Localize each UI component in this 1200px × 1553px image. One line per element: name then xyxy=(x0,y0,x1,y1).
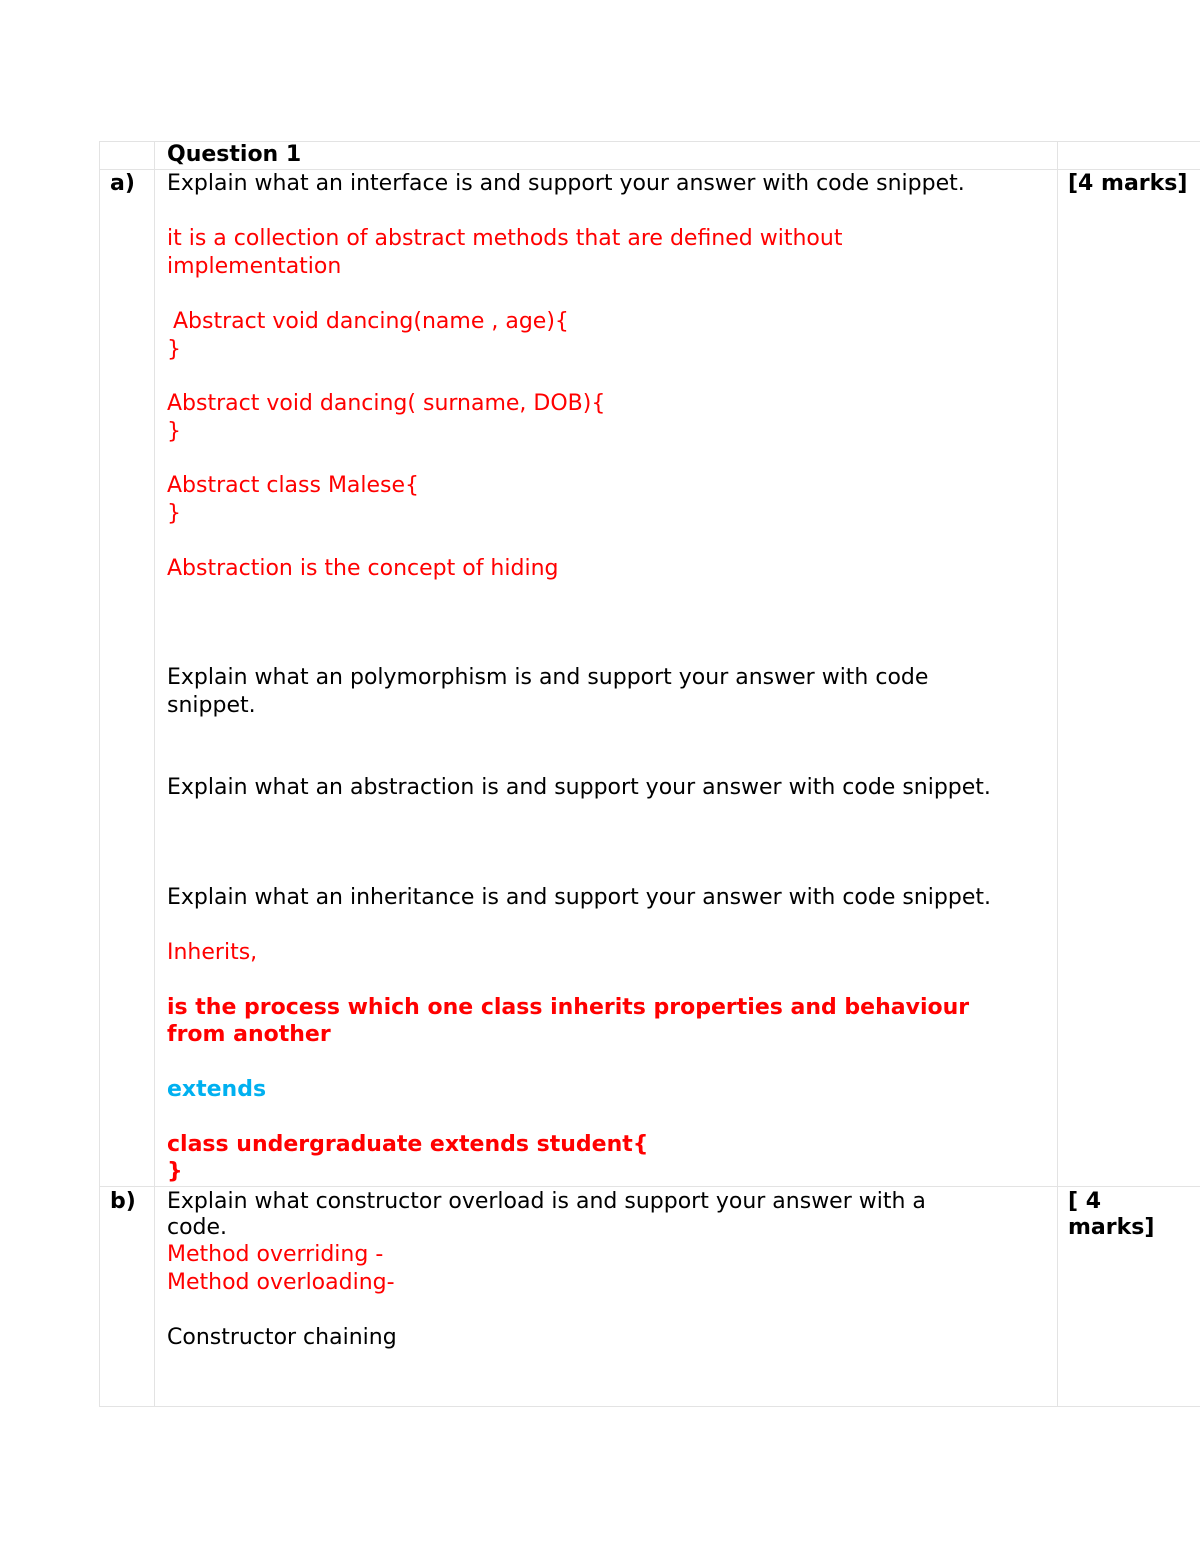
method-overloading: Method overloading- xyxy=(167,1270,395,1295)
table-column-divider-1 xyxy=(154,141,155,1407)
question-inheritance: Explain what an inheritance is and support your answer with code snippet. xyxy=(167,885,991,910)
table-column-divider-2 xyxy=(1057,141,1058,1407)
question-polymorphism-line1: Explain what an polymorphism is and support your answer with code xyxy=(167,665,929,690)
code-snippet-3-close: } xyxy=(167,501,181,526)
part-b-marks-line1: [ 4 xyxy=(1068,1189,1102,1214)
extends-keyword: extends xyxy=(167,1077,267,1102)
inherits-label: Inherits, xyxy=(167,940,258,965)
class-snippet-close: } xyxy=(167,1159,183,1184)
answer-interface-line1: it is a collection of abstract methods that are defined without xyxy=(167,226,843,251)
question-polymorphism-line2: snippet. xyxy=(167,693,256,718)
method-overriding: Method overriding - xyxy=(167,1242,384,1267)
code-snippet-1-signature: Abstract void dancing(name , age){ xyxy=(173,309,569,334)
question-constructor-line1: Explain what constructor overload is and support your answer with a xyxy=(167,1189,926,1214)
table-row-divider-b xyxy=(99,1186,1200,1187)
code-snippet-3-signature: Abstract class Malese{ xyxy=(167,473,420,498)
question-interface: Explain what an interface is and support your answer with code snippet. xyxy=(167,171,965,196)
abstraction-note: Abstraction is the concept of hiding xyxy=(167,556,559,581)
table-border-bottom xyxy=(99,1406,1200,1407)
part-b-label: b) xyxy=(110,1189,136,1214)
part-a-label: a) xyxy=(110,171,135,196)
inheritance-definition-line1: is the process which one class inherits properties and behaviour xyxy=(167,995,970,1020)
part-b-marks-line2: marks] xyxy=(1068,1215,1155,1240)
table-border-left xyxy=(99,141,100,1407)
code-snippet-2-signature: Abstract void dancing( surname, DOB){ xyxy=(167,391,606,416)
question-title: Question 1 xyxy=(167,142,302,167)
code-snippet-1-close: } xyxy=(167,337,181,362)
class-snippet-signature: class undergraduate extends student{ xyxy=(167,1132,649,1157)
question-abstraction: Explain what an abstraction is and support your answer with code snippet. xyxy=(167,775,991,800)
part-a-marks: [4 marks] xyxy=(1068,171,1188,196)
constructor-chaining: Constructor chaining xyxy=(167,1325,397,1350)
answer-interface-line2: implementation xyxy=(167,254,342,279)
question-constructor-line2: code. xyxy=(167,1215,228,1240)
code-snippet-2-close: } xyxy=(167,419,181,444)
inheritance-definition-line2: from another xyxy=(167,1022,331,1047)
